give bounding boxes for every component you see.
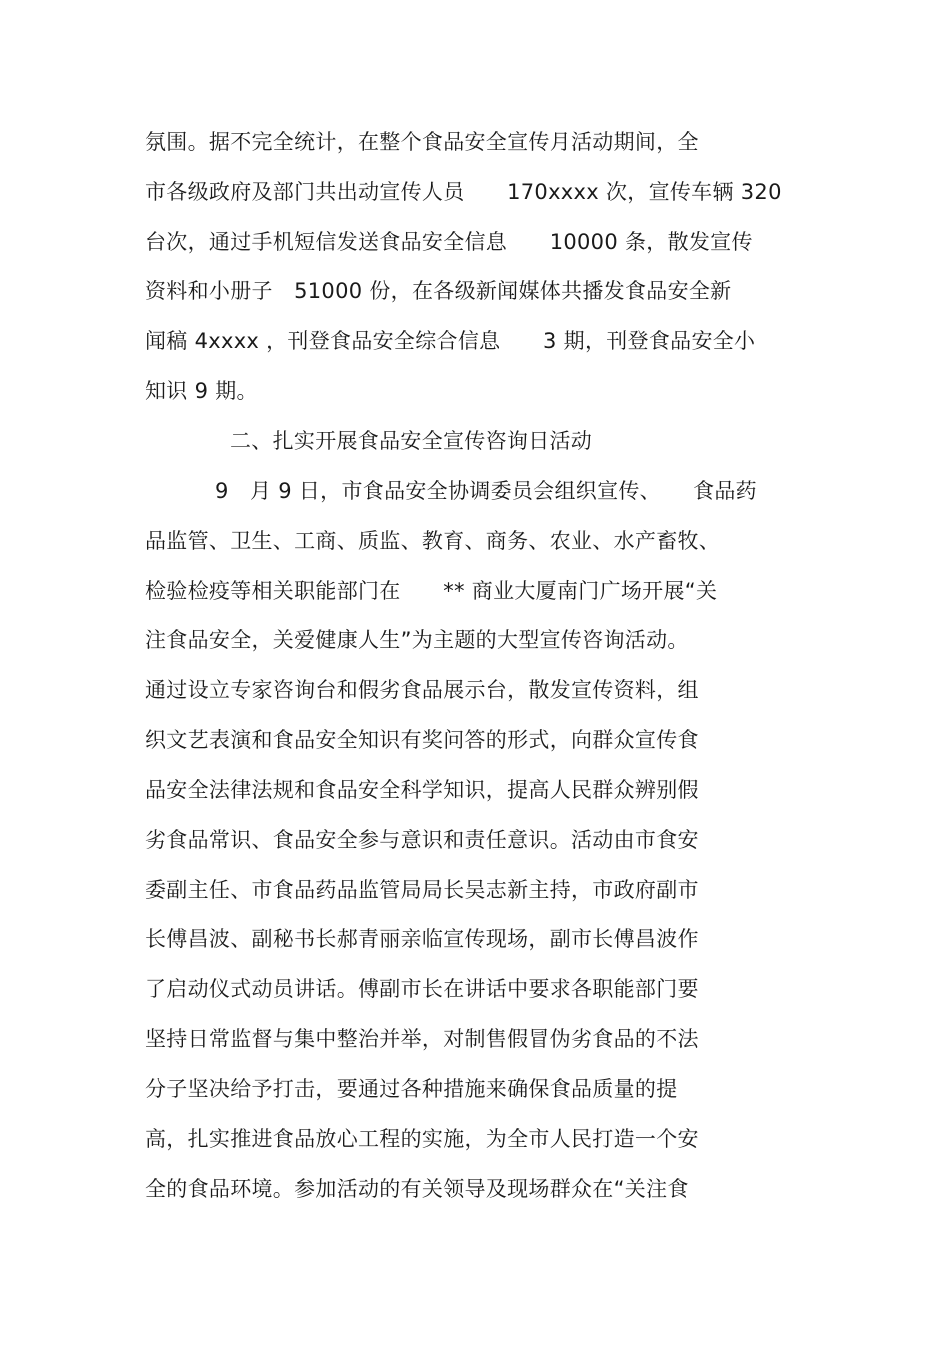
body-text-line: 坚持日常监督与集中整治并举，对制售假冒伪劣食品的不法 xyxy=(145,1027,699,1051)
body-text-line: 台次，通过手机短信发送食品安全信息 10000 条，散发宣传 xyxy=(145,230,753,254)
body-text-line: 了启动仪式动员讲话。傅副市长在讲话中要求各职能部门要 xyxy=(145,977,699,1001)
paragraph-first-line: 9 月 9 日，市食品安全协调委员会组织宣传、 食品药 xyxy=(215,479,757,503)
body-text-line: 闻稿 4xxxx ，刊登食品安全综合信息 3 期，刊登食品安全小 xyxy=(145,329,756,353)
body-text-line: 通过设立专家咨询台和假劣食品展示台，散发宣传资料，组 xyxy=(145,678,699,702)
body-text-line: 委副主任、市食品药品监管局局长吴志新主持，市政府副市 xyxy=(145,878,699,902)
body-text-line: 资料和小册子 51000 份，在各级新闻媒体共播发食品安全新 xyxy=(145,279,732,303)
body-text-line: 织文艺表演和食品安全知识有奖问答的形式，向群众宣传食 xyxy=(145,728,699,752)
body-text-line: 品监管、卫生、工商、质监、教育、商务、农业、水产畜牧、 xyxy=(145,529,721,553)
body-text-line: 分子坚决给予打击，要通过各种措施来确保食品质量的提 xyxy=(145,1077,678,1101)
body-text-line: 氛围。据不完全统计，在整个食品安全宣传月活动期间，全 xyxy=(145,130,699,154)
section-heading: 二、扎实开展食品安全宣传咨询日活动 xyxy=(230,429,593,453)
body-text-line: 品安全法律法规和食品安全科学知识，提高人民群众辨别假 xyxy=(145,778,699,802)
body-text-line: 高，扎实推进食品放心工程的实施，为全市人民打造一个安 xyxy=(145,1127,699,1151)
body-text-line: 知识 9 期。 xyxy=(145,379,258,403)
body-text-line: 长傅昌波、副秘书长郝青丽亲临宣传现场，副市长傅昌波作 xyxy=(145,927,699,951)
body-text-line: 全的食品环境。参加活动的有关领导及现场群众在“关注食 xyxy=(145,1177,689,1201)
body-text-line: 检验检疫等相关职能部门在 ** 商业大厦南门广场开展“关 xyxy=(145,579,718,603)
body-text-line: 注食品安全，关爱健康人生”为主题的大型宣传咨询活动。 xyxy=(145,628,689,652)
body-text-line: 劣食品常识、食品安全参与意识和责任意识。活动由市食安 xyxy=(145,828,699,852)
body-text-line: 市各级政府及部门共出动宣传人员 170xxxx 次，宣传车辆 320 xyxy=(145,180,782,204)
